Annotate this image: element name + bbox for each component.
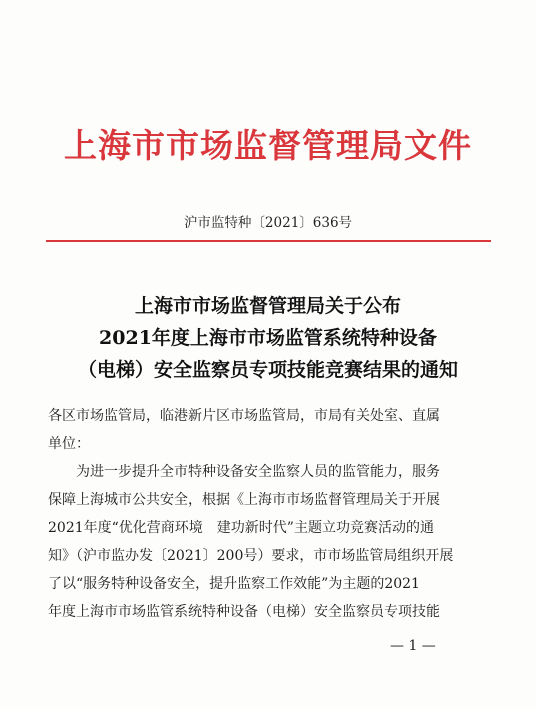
paragraph-line-4: 知》（沪市监办发〔2021〕200号）要求，市市场监管局组织开展 <box>48 548 454 564</box>
masthead-title: 上海市市场监督管理局文件 <box>64 126 472 165</box>
title-line-2: 2021年度上海市市场监管系统特种设备 <box>99 327 437 349</box>
body-text <box>48 402 492 626</box>
red-divider <box>46 240 491 242</box>
document-number: 沪市监特种〔2021〕636号 <box>183 215 353 231</box>
paragraph-line-1: 为进一步提升全市特种设备安全监察人员的监管能力，服务 <box>76 464 440 480</box>
salutation-line-2: 单位： <box>48 436 90 452</box>
page-number: — 1 — <box>390 638 436 654</box>
title-line-3: （电梯）安全监察员专项技能竞赛结果的通知 <box>77 359 458 381</box>
paragraph-line-2: 保障上海城市公共安全，根据《上海市市场监督管理局关于开展 <box>48 492 440 508</box>
salutation-line-1: 各区市场监管局，临港新片区市场监管局，市局有关处室、直属 <box>48 408 440 424</box>
paragraph-line-3: 2021年度“优化营商环境 建功新时代”主题立功竞赛活动的通 <box>48 520 434 536</box>
paragraph-line-5: 了以“服务特种设备安全，提升监察工作效能”为主题的2021 <box>48 576 420 592</box>
paragraph-line-6: 年度上海市市场监管系统特种设备（电梯）安全监察员专项技能 <box>48 604 440 620</box>
title-line-1: 上海市市场监督管理局关于公布 <box>134 295 401 317</box>
notice-title <box>0 290 536 386</box>
